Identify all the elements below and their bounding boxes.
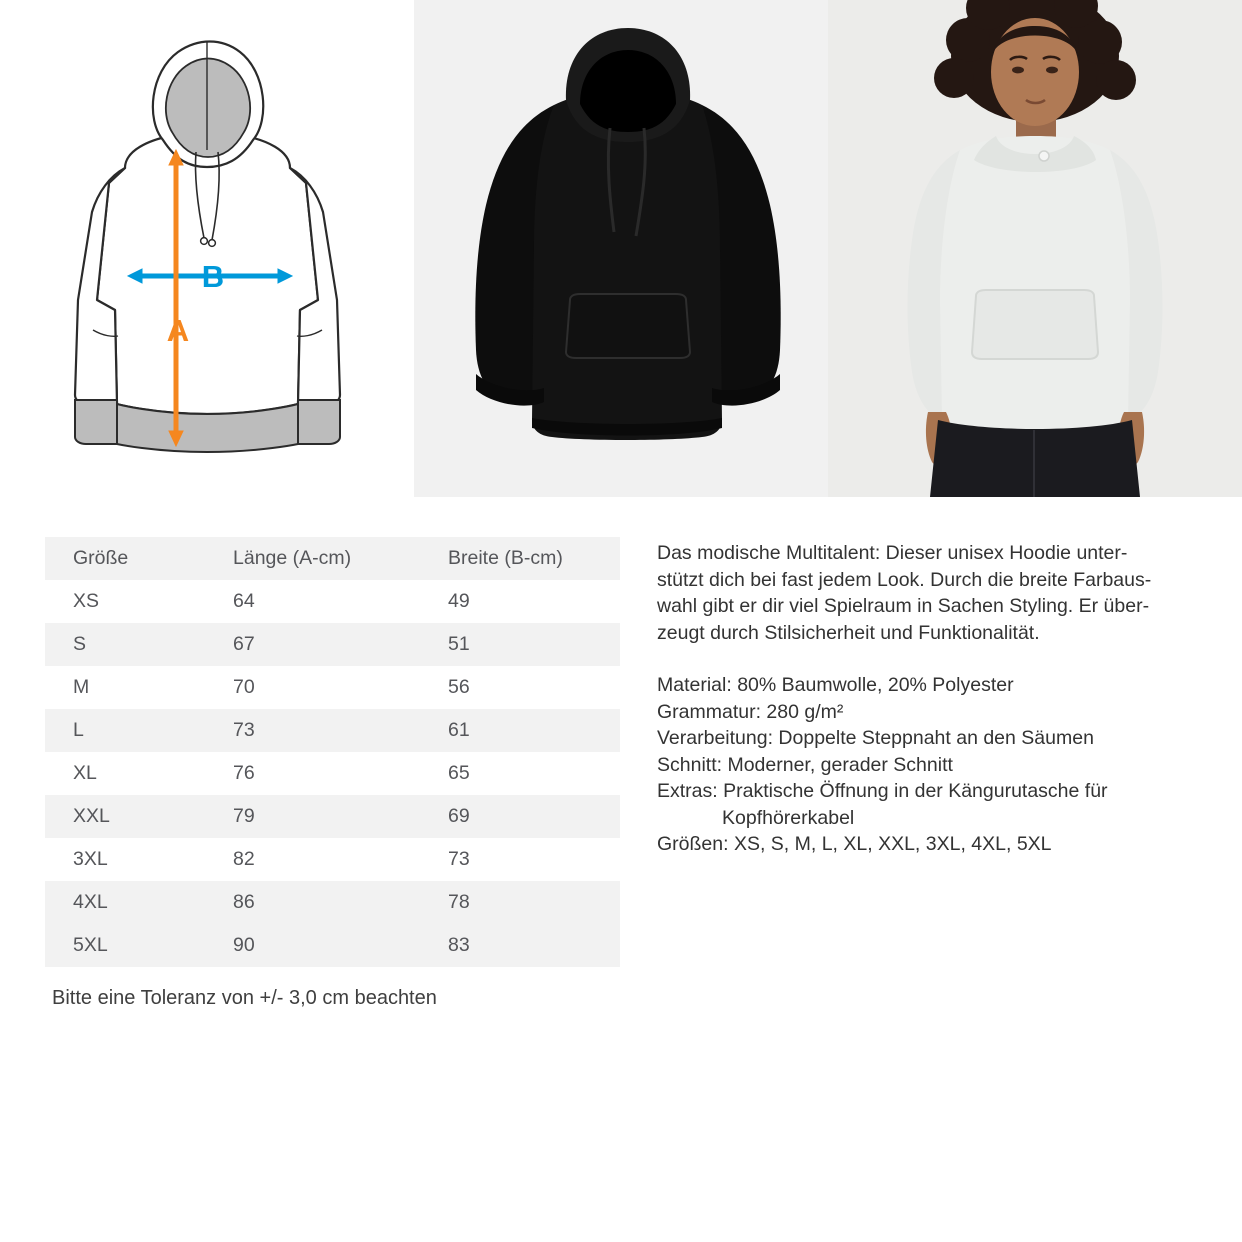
cell-width: 49 xyxy=(448,590,470,612)
table-row xyxy=(45,795,620,838)
product-description xyxy=(657,540,1197,858)
header-width: Breite (B-cm) xyxy=(448,547,563,569)
cell-length: 82 xyxy=(233,848,255,870)
technical-drawing-panel xyxy=(0,0,414,497)
desc-sizes: Größen: XS, S, M, L, XL, XXL, 3XL, 4XL, 5XL xyxy=(657,833,1052,855)
header-length: Länge (A-cm) xyxy=(233,547,352,569)
cell-width: 83 xyxy=(448,934,470,956)
cell-width: 65 xyxy=(448,762,470,784)
header-size: Größe xyxy=(73,547,129,569)
desc-grammatur: Grammatur: 280 g/m² xyxy=(657,700,844,723)
desc-extras-line-2: Kopfhörerkabel xyxy=(722,806,855,829)
cell-size: XL xyxy=(73,762,97,784)
cell-size: L xyxy=(73,719,84,741)
cell-length: 76 xyxy=(233,762,255,784)
table-row xyxy=(45,623,620,666)
model-wearing-white-hoodie-image xyxy=(828,0,1242,497)
technical-drawing-svg xyxy=(0,0,414,497)
length-label-a: A xyxy=(166,313,190,348)
cell-width: 51 xyxy=(448,633,470,655)
desc-verarbeitung: Verarbeitung: Doppelte Steppnaht an den Säumen xyxy=(657,727,1094,749)
desc-material: Material: 80% Baumwolle, 20% Polyester xyxy=(657,674,1014,696)
cell-length: 79 xyxy=(233,805,255,827)
table-row xyxy=(45,709,620,752)
model-photo-panel xyxy=(828,0,1242,497)
width-label-b: B xyxy=(201,259,225,294)
desc-schnitt: Schnitt: Moderner, gerader Schnitt xyxy=(657,753,953,776)
black-hoodie-image xyxy=(414,0,828,497)
desc-intro-line-1: Das modische Multitalent: Dieser unisex Hoodie unter- xyxy=(657,542,1128,564)
cell-width: 78 xyxy=(448,891,470,913)
cell-size: 3XL xyxy=(73,848,108,870)
cell-length: 86 xyxy=(233,891,255,913)
desc-intro-line-4: zeugt durch Stilsicherheit und Funktionalität. xyxy=(657,621,1040,644)
table-row xyxy=(45,752,620,795)
cell-size: XXL xyxy=(73,805,110,827)
cell-width: 69 xyxy=(448,805,470,827)
cell-length: 70 xyxy=(233,676,255,698)
table-row xyxy=(45,881,620,924)
cell-length: 67 xyxy=(233,633,255,655)
cell-length: 64 xyxy=(233,590,255,612)
table-row xyxy=(45,924,620,967)
table-row xyxy=(45,838,620,881)
tolerance-note: Bitte eine Toleranz von +/- 3,0 cm beachten xyxy=(52,987,437,1009)
desc-intro-line-3: wahl gibt er dir viel Spielraum in Sachen Styling. Er über- xyxy=(657,595,1150,617)
product-photo-panel xyxy=(414,0,828,497)
cell-length: 90 xyxy=(233,934,255,956)
cell-size: XS xyxy=(73,590,100,612)
cell-length: 73 xyxy=(233,719,255,741)
desc-spacer xyxy=(657,646,1197,672)
cell-size: M xyxy=(73,676,90,698)
size-chart-table xyxy=(45,537,620,967)
product-image-row xyxy=(0,0,1242,497)
cell-size: 4XL xyxy=(73,891,108,913)
cell-width: 61 xyxy=(448,719,470,741)
cell-width: 56 xyxy=(448,676,470,698)
cell-size: S xyxy=(73,633,87,655)
cell-width: 73 xyxy=(448,848,470,870)
cell-size: 5XL xyxy=(73,934,108,956)
table-row xyxy=(45,580,620,623)
table-header-row xyxy=(45,537,620,580)
desc-intro-line-2: stützt dich bei fast jedem Look. Durch die breite Farbaus- xyxy=(657,568,1152,591)
table-row xyxy=(45,666,620,709)
desc-extras-line-1: Extras: Praktische Öffnung in der Kängurutasche für xyxy=(657,780,1108,802)
